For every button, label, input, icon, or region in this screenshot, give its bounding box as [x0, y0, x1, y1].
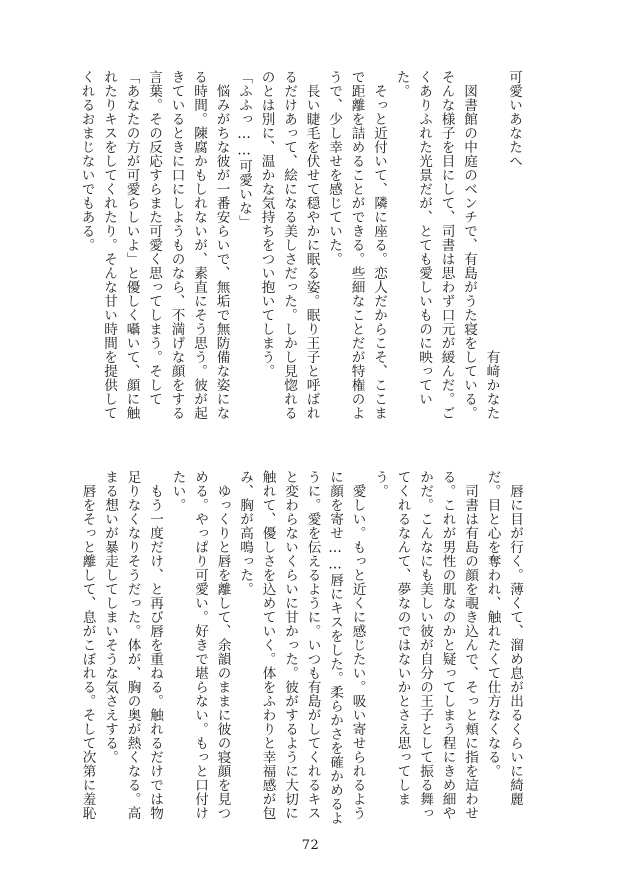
paragraph: 悩みがちな彼が一番安らいで、無垢で無防備な姿になる時間。陳腐かもしれないが、素直にそう思う。彼が起きているときに口にしようものなら、不満げな顔をする言葉。その反応すらまた可愛く思ってしまう。そして「あなたの方が可愛らしいよ」と優しく囁いて、顔に触れたりキスをしてくれたり。そんな甘い時間を提供してくれるおまじないでもある。: [78, 70, 230, 420]
upper-text-block: [78, 70, 525, 422]
paragraph: もう一度だけ、と再び唇を重ねる。触れるだけでは物足りなくなりそうだった。体が、胸の奥が熱くなる。高まる想いが暴走してしまいそうな気さえする。: [102, 470, 163, 820]
paragraph: 司書は有島の顔を覗き込んで、そっと頬に指を這わせる。これが男性の肌なのかと疑ってしまう程にきめ細やかだ。こんなにも美しい彼が自分の王子として振る舞ってくれるなんて、夢なのではないかとさえ思ってしまう。: [372, 470, 478, 820]
story-title: 可愛いあなたへ: [506, 70, 522, 168]
paragraph: 唇に目が行く。薄くて、溜め息が出るくらいに綺麗だ。目と心を奪われ、触れたくて仕方なくなる。: [484, 470, 523, 806]
paragraph: 唇をそっと離して、息がこぼれる。そして次第に羞恥: [79, 483, 96, 820]
paragraph: 図書館の中庭のベンチで、有島がうた寝をしている。そんな様子を目にして、司書は思わず口元が緩んだ。ごくありふれた光景だが、とても愛しいものに映っていた。: [393, 70, 477, 420]
page-number: 72: [301, 838, 320, 853]
author-name: 有﨑かなた: [483, 350, 500, 420]
paragraph: ゆっくりと唇を離して、余韻のままに彼の寝顔を見つめる。やっぱり可愛い。好きで堪らない。もっと口付けたい。: [169, 470, 231, 820]
paragraph: 「ふふっ……可愛いな」: [236, 70, 252, 229]
paragraph: 長い睫毛を伏せて穏やかに眠る姿。眠り王子と呼ばれるだけあって、絵になる美しさだった。しかし見惚れるのとは別に、温かな気持ちをつい抱いてしまう。: [258, 70, 320, 420]
lower-text-block: [79, 470, 526, 827]
paragraph: 愛しい。もっと近くに感じたい。吸い寄せられるように顔を寄せ……唇にキスをした。柔らかさを確かめるように。愛を伝えるように。いつも有島がしてくれるキスと変わらないくらいに甘かった。彼がするように大切に触れて、優しさを込めていく。体をふわりと幸福感が包み、胸が高鳴った。: [237, 470, 366, 825]
paragraph: そっと近付いて、隣に座る。恋人だからこそ、ここまで距離を詰めることができる。些細なことだが特権のようで、少し幸せを感じていた。: [326, 70, 387, 420]
